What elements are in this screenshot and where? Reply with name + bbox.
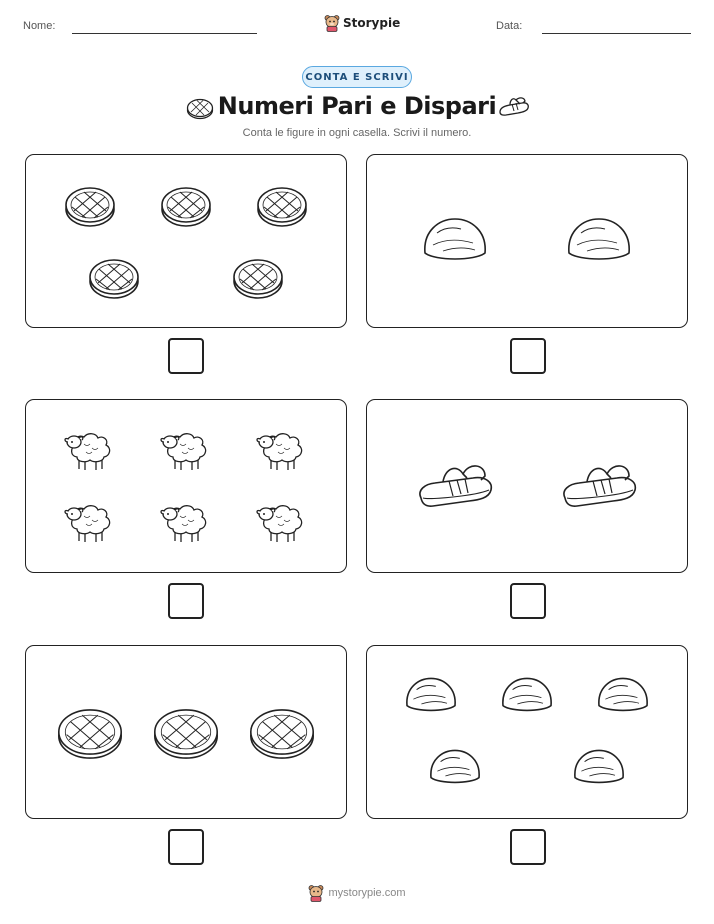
date-label: Data: <box>496 20 523 32</box>
pie-icon <box>258 277 259 278</box>
date-field[interactable] <box>542 33 691 34</box>
bear-logo-icon <box>324 14 340 32</box>
count-panel-4 <box>366 399 688 573</box>
sandal-icon <box>498 94 530 118</box>
answer-box-6[interactable] <box>510 829 546 865</box>
pie-icon <box>186 205 187 206</box>
name-field[interactable] <box>72 33 257 34</box>
pie-icon <box>114 277 115 278</box>
bread-bun-icon <box>623 696 624 697</box>
bread-bun-icon <box>527 696 528 697</box>
sheep-icon <box>90 450 91 451</box>
activity-badge: CONTA E SCRIVI <box>302 66 412 88</box>
page-title: Numeri Pari e Dispari <box>217 92 497 120</box>
brand-logo <box>324 12 400 34</box>
sandal-icon <box>599 486 600 487</box>
answer-box-4[interactable] <box>510 583 546 619</box>
bread-bun-icon <box>431 696 432 697</box>
pie-icon <box>282 732 283 733</box>
sheep-icon <box>282 522 283 523</box>
name-label: Nome: <box>23 20 56 32</box>
count-panel-2 <box>366 154 688 328</box>
count-panel-3 <box>25 399 347 573</box>
bread-bun-icon <box>599 768 600 769</box>
sheep-icon <box>186 522 187 523</box>
bread-bun-icon <box>455 241 456 242</box>
answer-box-2[interactable] <box>510 338 546 374</box>
bread-bun-icon <box>455 768 456 769</box>
brand-name: Storypie <box>343 16 401 30</box>
footer-url[interactable]: mystorypie.com <box>328 887 406 899</box>
sandal-icon <box>455 486 456 487</box>
pie-icon <box>90 205 91 206</box>
instructions: Conta le figure in ogni casella. Scrivi il numero. <box>242 127 472 139</box>
sheep-icon <box>282 450 283 451</box>
answer-box-3[interactable] <box>168 583 204 619</box>
footer <box>0 884 714 902</box>
bread-bun-icon <box>599 241 600 242</box>
bear-logo-icon <box>308 884 324 902</box>
answer-box-5[interactable] <box>168 829 204 865</box>
pie-icon <box>186 732 187 733</box>
answer-box-1[interactable] <box>168 338 204 374</box>
pie-icon <box>282 205 283 206</box>
count-panel-6 <box>366 645 688 819</box>
pie-icon <box>90 732 91 733</box>
sheep-icon <box>186 450 187 451</box>
count-panel-1 <box>25 154 347 328</box>
sheep-icon <box>90 522 91 523</box>
